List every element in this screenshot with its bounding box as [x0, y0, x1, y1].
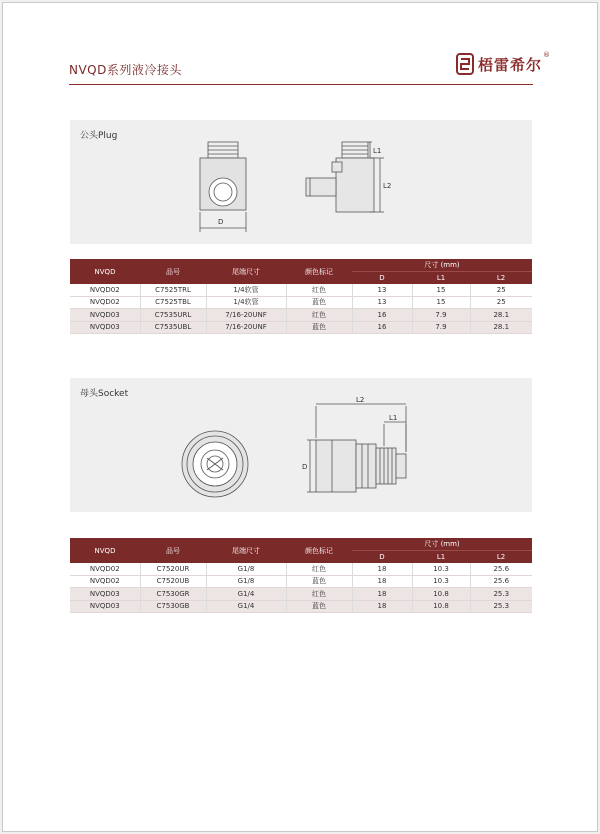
cell-l1: 10.8 [412, 588, 470, 601]
cell-part: C7530GB [140, 600, 206, 613]
th-size: 尺寸 (mm) [352, 538, 532, 551]
cell-end: 1/4软管 [206, 284, 286, 296]
plug-label: 公头Plug [80, 131, 118, 141]
th-l2: L2 [470, 551, 532, 564]
cell-l2: 25 [470, 296, 532, 309]
cell-part: C7520UB [140, 575, 206, 588]
cell-color: 蓝色 [286, 296, 352, 309]
socket-drawing [70, 378, 532, 512]
cell-series: NVQD02 [70, 284, 140, 296]
cell-l1: 15 [412, 284, 470, 296]
th-l1: L1 [412, 551, 470, 564]
cell-color: 蓝色 [286, 600, 352, 613]
cell-part: C7535URL [140, 309, 206, 322]
page-title: NVQD系列液冷接头 [69, 63, 182, 77]
table-row [70, 600, 532, 613]
socket-dim-l2: L2 [356, 396, 365, 404]
cell-end: 7/16-20UNF [206, 309, 286, 322]
cell-series: NVQD02 [70, 563, 140, 575]
cell-series: NVQD03 [70, 600, 140, 613]
brand-logo [456, 51, 550, 77]
cell-part: C7520UR [140, 563, 206, 575]
table-row [70, 588, 532, 601]
cell-end: 7/16-20UNF [206, 321, 286, 334]
cell-l1: 15 [412, 296, 470, 309]
cell-color: 红色 [286, 309, 352, 322]
plug-drawing [70, 120, 532, 244]
cell-series: NVQD02 [70, 296, 140, 309]
cell-series: NVQD03 [70, 321, 140, 334]
cell-d: 18 [352, 588, 412, 601]
cell-part: C7530GR [140, 588, 206, 601]
socket-spec-table [70, 538, 532, 613]
th-d: D [352, 272, 412, 285]
th-size: 尺寸 (mm) [352, 259, 532, 272]
cell-l2: 25.6 [470, 575, 532, 588]
socket-dim-d: D [302, 463, 308, 471]
header-divider [69, 84, 533, 85]
th-series: NVQD [70, 538, 140, 563]
document-page [2, 2, 598, 832]
th-series: NVQD [70, 259, 140, 284]
cell-l2: 25 [470, 284, 532, 296]
table-row [70, 575, 532, 588]
cell-d: 16 [352, 309, 412, 322]
cell-d: 18 [352, 575, 412, 588]
cell-l1: 10.8 [412, 600, 470, 613]
plug-figure-panel [70, 120, 532, 244]
table-row [70, 309, 532, 322]
registered-mark: ® [543, 51, 551, 59]
th-color: 颜色标记 [286, 538, 352, 563]
cell-l1: 10.3 [412, 575, 470, 588]
table-row [70, 296, 532, 309]
th-end: 尾端尺寸 [206, 538, 286, 563]
table-row [70, 321, 532, 334]
table-row [70, 284, 532, 296]
plug-spec-table [70, 259, 532, 334]
cell-l2: 25.3 [470, 600, 532, 613]
socket-label: 母头Socket [80, 389, 129, 399]
cell-d: 13 [352, 284, 412, 296]
th-d: D [352, 551, 412, 564]
cell-d: 18 [352, 563, 412, 575]
cell-part: C7535UBL [140, 321, 206, 334]
th-l2: L2 [470, 272, 532, 285]
brand-name: 梧雷希尔 [478, 55, 543, 74]
th-l1: L1 [412, 272, 470, 285]
cell-d: 13 [352, 296, 412, 309]
cell-series: NVQD03 [70, 309, 140, 322]
cell-d: 16 [352, 321, 412, 334]
plug-dim-d: D [218, 218, 224, 226]
cell-l2: 25.3 [470, 588, 532, 601]
cell-l2: 28.1 [470, 321, 532, 334]
cell-part: C7525TBL [140, 296, 206, 309]
th-end: 尾端尺寸 [206, 259, 286, 284]
cell-end: G1/4 [206, 600, 286, 613]
cell-color: 蓝色 [286, 321, 352, 334]
table-row [70, 563, 532, 575]
th-part: 品号 [140, 538, 206, 563]
cell-l1: 7.9 [412, 321, 470, 334]
cell-series: NVQD03 [70, 588, 140, 601]
plug-dim-l1: L1 [373, 147, 382, 155]
cell-color: 红色 [286, 284, 352, 296]
cell-end: 1/4软管 [206, 296, 286, 309]
cell-series: NVQD02 [70, 575, 140, 588]
cell-end: G1/8 [206, 575, 286, 588]
brand-logo-icon [456, 53, 474, 75]
th-part: 品号 [140, 259, 206, 284]
plug-dim-l2: L2 [383, 182, 392, 190]
th-color: 颜色标记 [286, 259, 352, 284]
cell-l2: 25.6 [470, 563, 532, 575]
cell-d: 18 [352, 600, 412, 613]
cell-l1: 7.9 [412, 309, 470, 322]
socket-dim-l1: L1 [389, 414, 398, 422]
cell-end: G1/8 [206, 563, 286, 575]
cell-l2: 28.1 [470, 309, 532, 322]
cell-color: 蓝色 [286, 575, 352, 588]
cell-color: 红色 [286, 588, 352, 601]
cell-l1: 10.3 [412, 563, 470, 575]
cell-end: G1/4 [206, 588, 286, 601]
cell-part: C7525TRL [140, 284, 206, 296]
socket-figure-panel [70, 378, 532, 512]
cell-color: 红色 [286, 563, 352, 575]
